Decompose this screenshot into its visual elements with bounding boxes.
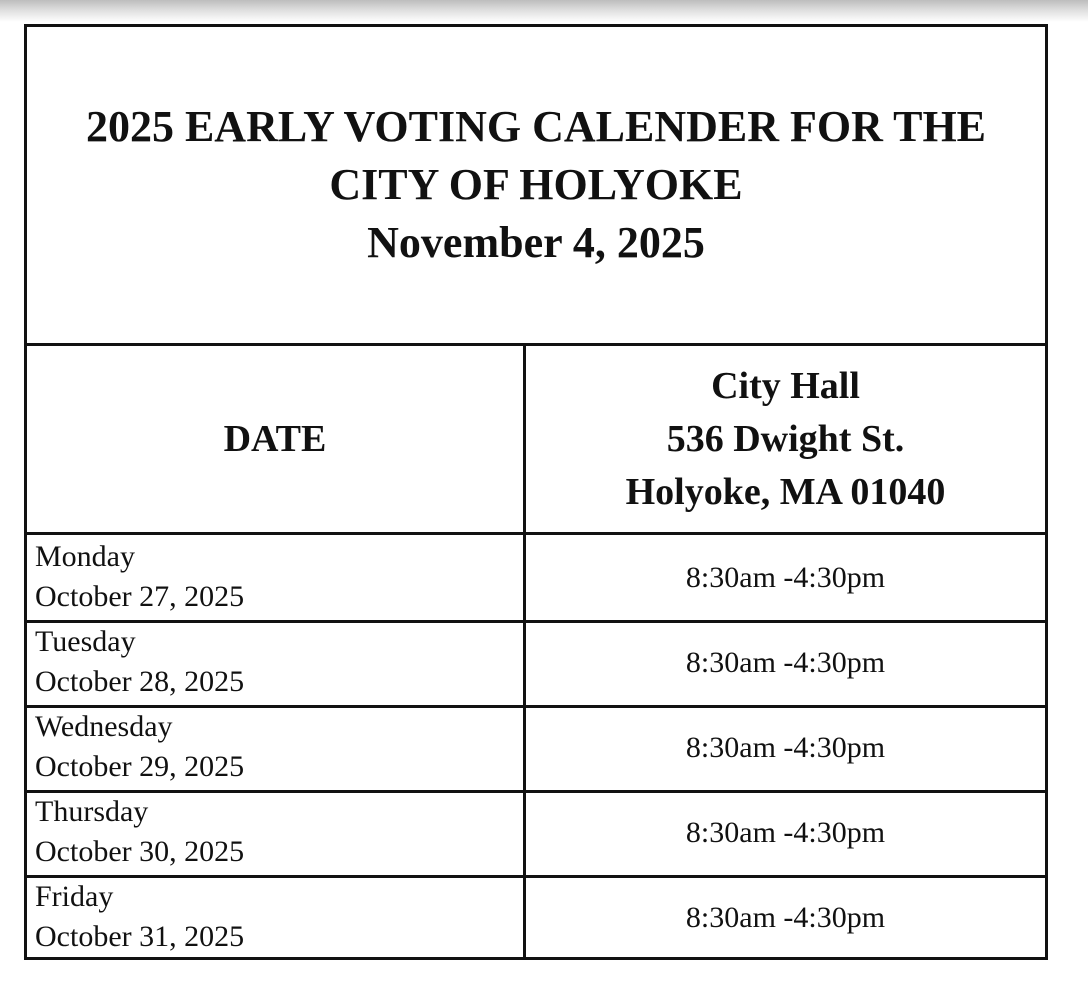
calendar-date: October 29, 2025 — [35, 750, 245, 783]
table-header-row — [27, 346, 1045, 535]
date-cell — [35, 877, 515, 957]
weekday: Thursday — [35, 795, 149, 828]
calendar-date: October 28, 2025 — [35, 665, 245, 698]
table-row — [27, 875, 1045, 960]
location-city: Holyoke, MA 01040 — [625, 470, 946, 513]
title-line-1: 2025 EARLY VOTING CALENDER FOR THE — [85, 102, 987, 151]
location-street: 536 Dwight St. — [666, 417, 905, 460]
hours-cell: 8:30am -4:30pm — [685, 815, 886, 849]
date-cell — [35, 537, 515, 617]
hours-cell: 8:30am -4:30pm — [685, 900, 886, 934]
voting-calendar-table — [24, 24, 1048, 960]
election-date: November 4, 2025 — [367, 218, 705, 267]
calendar-date: October 30, 2025 — [35, 835, 245, 868]
table-row — [27, 535, 1045, 623]
title-line-2: CITY OF HOLYOKE — [329, 160, 743, 209]
date-cell — [35, 792, 515, 872]
date-column-header: DATE — [223, 418, 327, 460]
table-row — [27, 705, 1045, 793]
calendar-date: October 31, 2025 — [35, 920, 245, 953]
date-cell — [35, 622, 515, 702]
weekday: Tuesday — [35, 625, 136, 658]
hours-cell: 8:30am -4:30pm — [685, 560, 886, 594]
table-row — [27, 790, 1045, 878]
hours-cell: 8:30am -4:30pm — [685, 730, 886, 764]
hours-cell: 8:30am -4:30pm — [685, 645, 886, 679]
location-column-header — [526, 346, 1045, 532]
location-name: City Hall — [711, 364, 860, 407]
date-cell — [35, 707, 515, 787]
weekday: Friday — [35, 880, 114, 913]
weekday: Wednesday — [35, 710, 173, 743]
top-shadow — [0, 0, 1088, 22]
title-box — [27, 27, 1045, 346]
table-row — [27, 620, 1045, 708]
calendar-date: October 27, 2025 — [35, 580, 245, 613]
weekday: Monday — [35, 540, 135, 573]
